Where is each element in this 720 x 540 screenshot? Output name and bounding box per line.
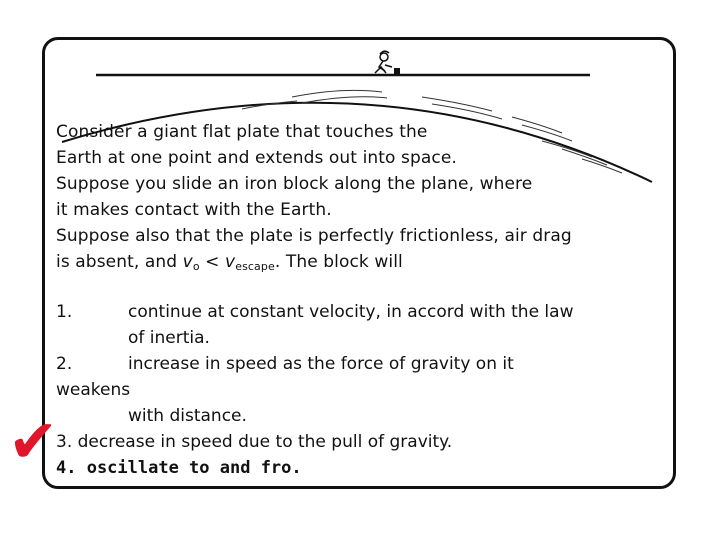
subscript-escape: escape <box>235 260 275 273</box>
option-text: increase in speed as the force of gravity on it <box>128 354 514 374</box>
less-than: < <box>199 252 226 272</box>
question-line: Consider a giant flat plate that touches the <box>56 122 428 142</box>
iron-block-icon <box>394 68 400 74</box>
option-number: 1. <box>56 302 73 322</box>
option-3: 3. decrease in speed due to the pull of gravity. <box>56 432 453 452</box>
checkmark-icon: ✔ <box>8 407 59 477</box>
question-text <box>56 119 676 280</box>
question-line: it makes contact with the Earth. <box>56 200 332 220</box>
velocity-symbol: v <box>225 252 236 272</box>
option-number: 2. <box>56 354 73 374</box>
option-1 <box>56 299 676 325</box>
answer-options <box>56 299 676 481</box>
option-text: continue at constant velocity, in accord with the law <box>128 302 574 322</box>
question-line: Suppose also that the plate is perfectly frictionless, air drag <box>56 226 572 246</box>
velocity-symbol: v <box>182 252 193 272</box>
question-line-end: . The block will <box>274 252 403 272</box>
option-text: of inertia. <box>128 328 210 348</box>
option-text: with distance. <box>128 406 247 426</box>
person-icon <box>375 51 392 73</box>
question-line <box>56 249 676 280</box>
question-line: Earth at one point and extends out into space. <box>56 148 457 168</box>
subscript-o: o <box>192 260 200 273</box>
option-text: weakens <box>56 380 131 400</box>
question-line-start: is absent, and <box>56 252 183 272</box>
option-2 <box>56 351 676 377</box>
option-4-correct: 4. oscillate to and fro. <box>56 458 302 478</box>
question-line: Suppose you slide an iron block along the plane, where <box>56 174 533 194</box>
